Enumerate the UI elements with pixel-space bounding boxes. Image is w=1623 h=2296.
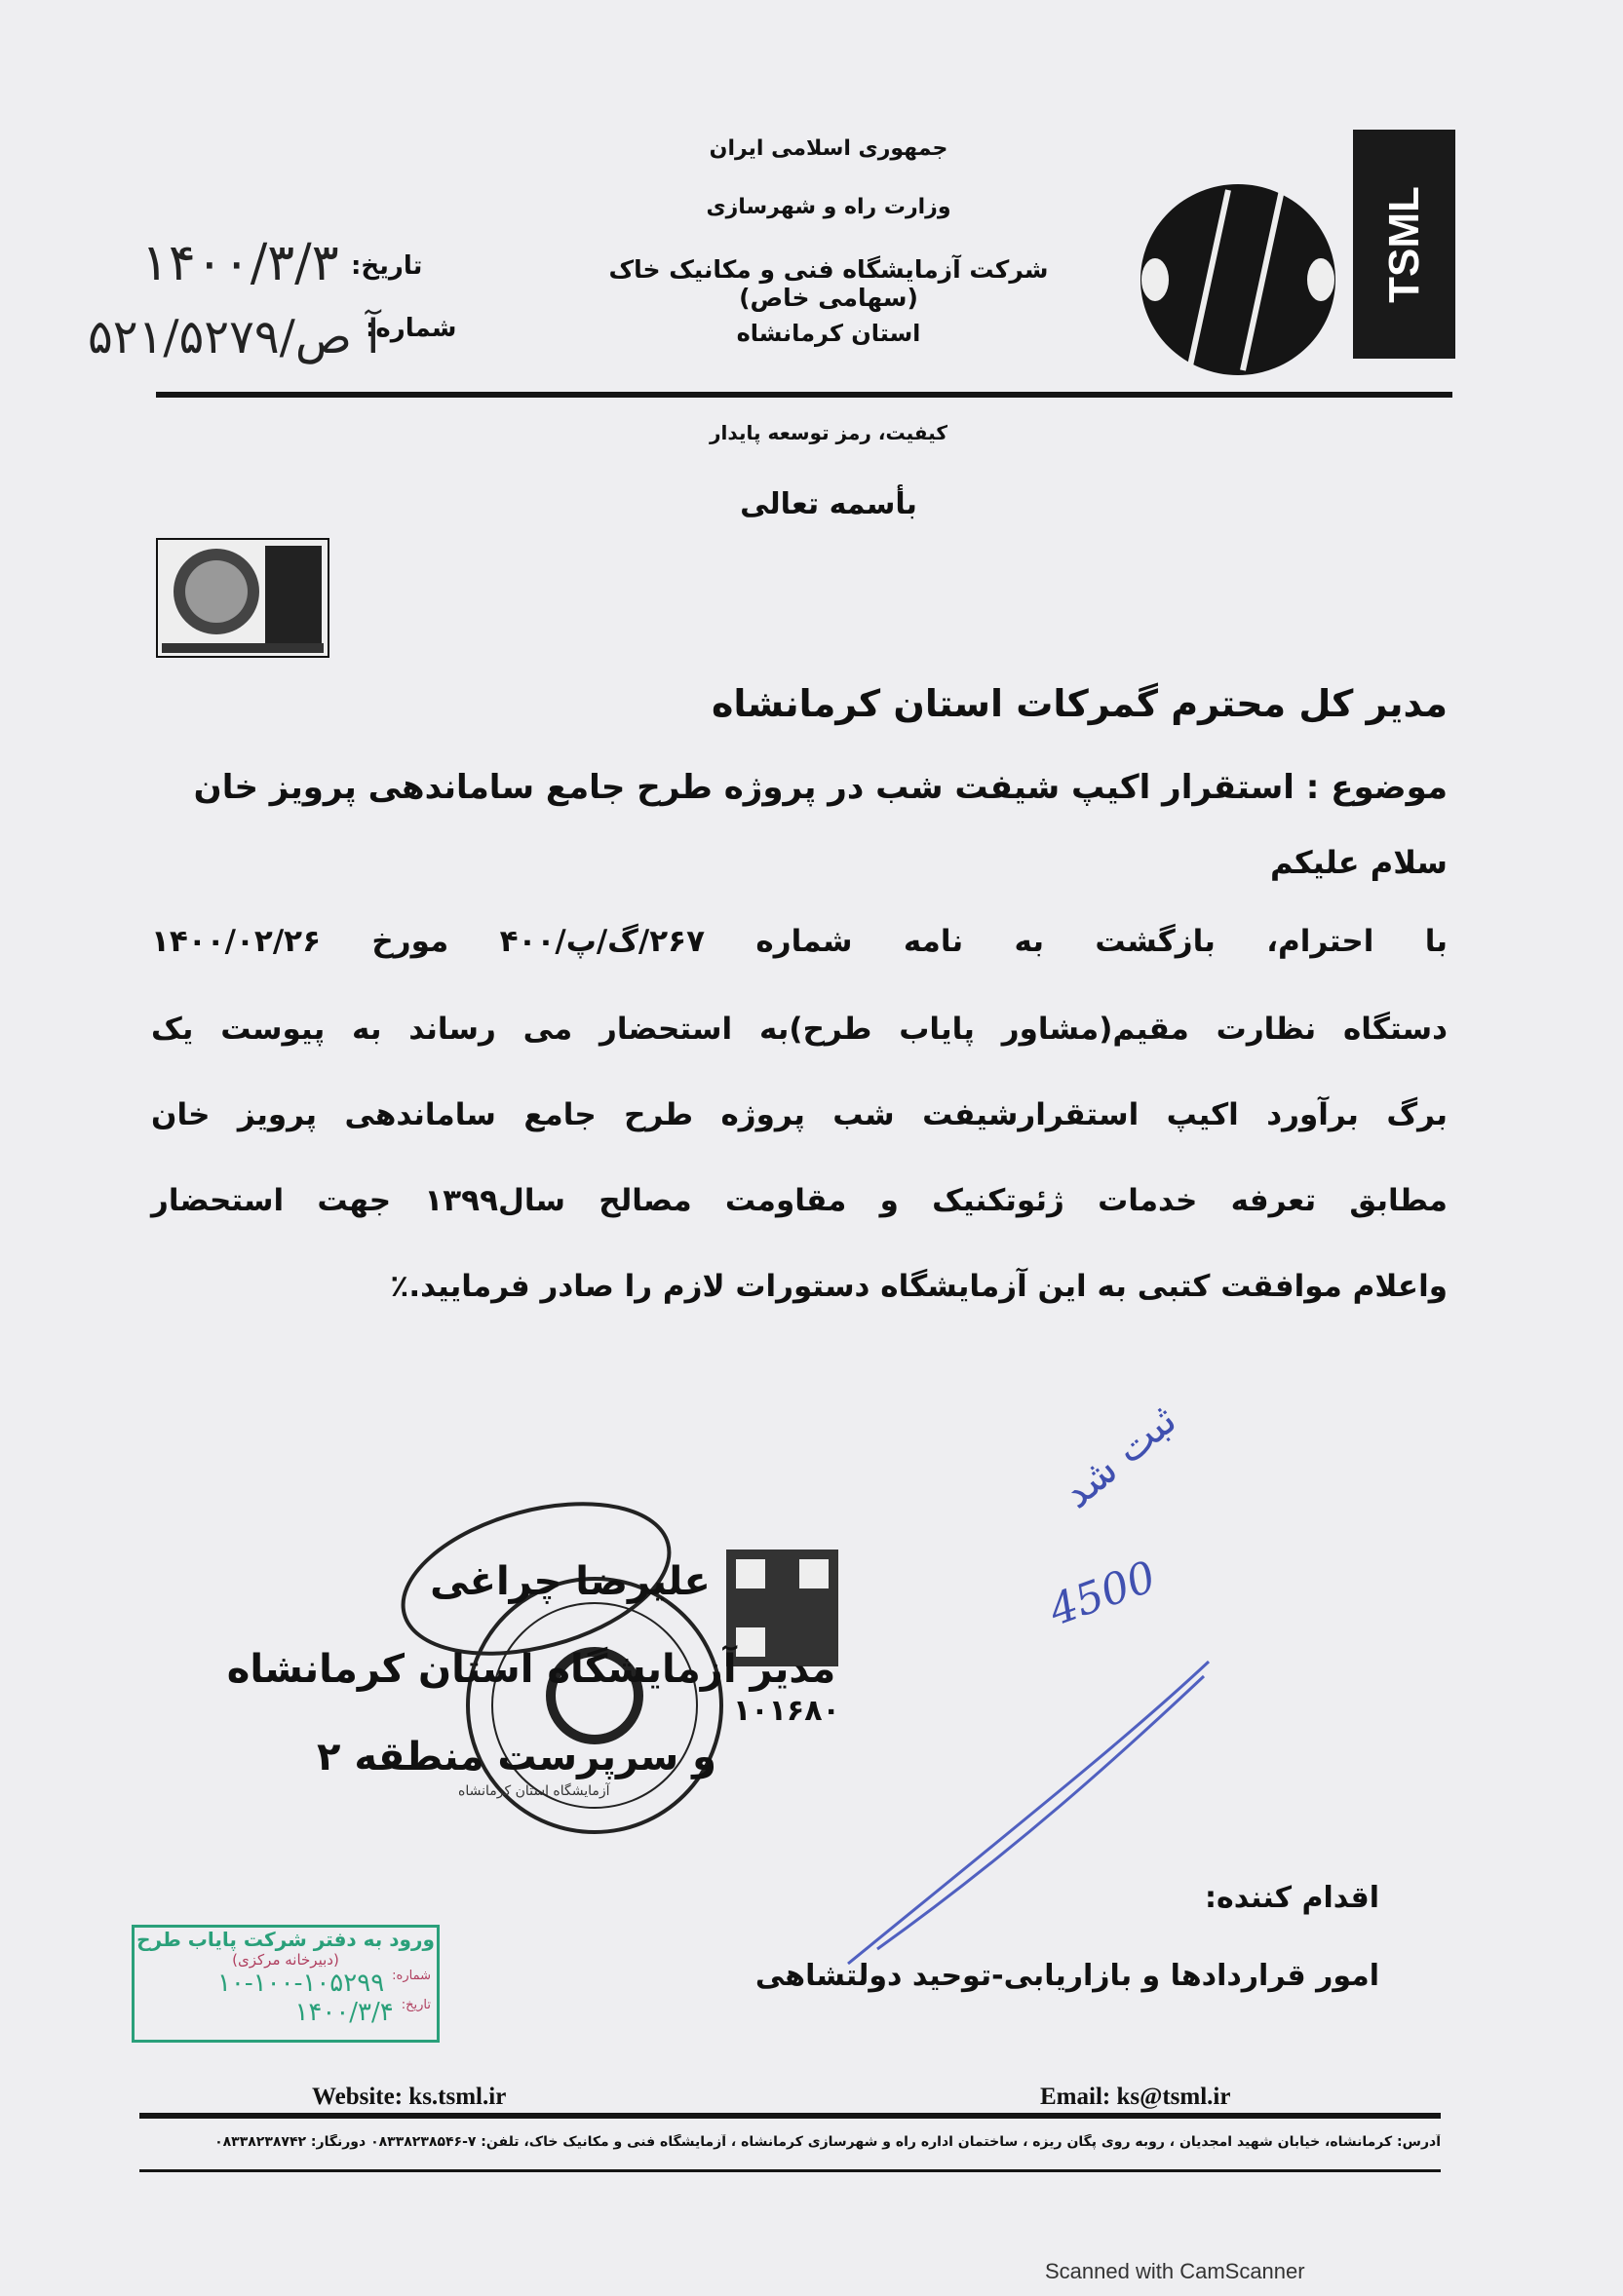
action-label: اقدام کننده: (1205, 1881, 1379, 1915)
header-company: شرکت آزمایشگاه فنی و مکانیک خاک (سهامی خاص) (608, 255, 1049, 312)
entry-stamp-subtitle: (دبیرخانه مرکزی) (232, 1951, 339, 1969)
header-divider (156, 392, 1452, 398)
slogan: کیفیت، رمز توسعه پایدار (710, 421, 947, 444)
header-ministry: وزارت راه و شهرسازی (706, 195, 951, 219)
header-province: استان کرمانشاه (736, 320, 921, 347)
signatory-title-2: و سرپرست منطقه ۲ (317, 1735, 716, 1779)
date-value: ۱۴۰۰/۳/۳ (141, 234, 339, 292)
entry-stamp (132, 1925, 440, 2043)
body-line: با احترام، بازگشت به نامه شماره ۲۶۷/گ/پ/۴۰۰ مورخ ۱۴۰۰/۰۲/۲۶ (151, 924, 1448, 959)
body-line: دستگاه نظارت مقیم(مشاور پایاب طرح)به استحضار می رساند به پیوست یک (151, 1012, 1448, 1047)
body-line: مطابق تعرفه خدمات ژئوتکنیک و مقاومت مصالح سال۱۳۹۹ جهت استحضار (151, 1183, 1448, 1218)
bismillah: بأسمه تعالی (740, 487, 917, 521)
action-value: امور قراردادها و بازاریابی-توحید دولتشاهی (754, 1959, 1379, 1993)
footer-address: آدرس: کرمانشاه، خیابان شهید امجدیان ، روبه روی پگان ریزه ، ساختمان اداره راه و شهرسازی کرمانشاه ، آزمایشگاه فنی و مکانیک خاک، تلفن: ۷-۰۸۳۳۸۲۳۸۵۴۶ دورنگار: ۰۸۳۳۸۲۳۸۷۴۲ (214, 2134, 1441, 2150)
signatory-code: ۱۰۱۶۸۰ (733, 1694, 840, 1728)
recipient: مدیر کل محترم گمرکات استان کرمانشاه (711, 682, 1448, 725)
signature-stroke-icon (838, 1657, 1218, 1969)
number-label: شماره: (366, 314, 457, 343)
header-country: جمهوری اسلامی ایران (709, 136, 948, 161)
entry-date-label: تاریخ: (401, 1998, 431, 2012)
date-label: تاریخ: (351, 251, 423, 281)
number-value: آ ص/۵۲۱/۵۲۷۹ (88, 310, 380, 364)
entry-stamp-title: ورود به دفتر شرکت پایاب طرح (136, 1928, 435, 1951)
body-line: برگ برآورد اکیپ استقرارشیفت شب پروژه طرح جامع ساماندهی پرویز خان (151, 1097, 1448, 1132)
handwritten-note: ثبت شد (1053, 1395, 1186, 1518)
camscanner-watermark: Scanned with CamScanner (1045, 2259, 1305, 2283)
entry-number-value: ۱۰-۱۰۰-۱۰۵۲۹۹ (216, 1969, 385, 1998)
body-line: واعلام موافقت کتبی به این آزمایشگاه دستورات لازم را صادر فرمایید.٪ (390, 1269, 1448, 1304)
subject: موضوع : استقرار اکیپ شیفت شب در پروژه طرح جامع ساماندهی پرویز خان (193, 768, 1448, 807)
logo-emblem-icon (1136, 180, 1340, 380)
signatory-name: علیرضا چراغی (430, 1559, 711, 1604)
entry-date-value: ۱۴۰۰/۳/۴ (294, 1998, 394, 2027)
footer-email: Email: ks@tsml.ir (1040, 2084, 1231, 2110)
entry-number-label: شماره: (392, 1969, 431, 1983)
footer-divider (139, 2113, 1441, 2119)
company-logo: TSML (1353, 130, 1455, 359)
handwritten-amount: 4500 (1042, 1551, 1163, 1636)
greeting: سلام علیکم (1269, 844, 1448, 881)
emblem-image-icon (156, 538, 329, 658)
footer-website: Website: ks.tsml.ir (312, 2084, 507, 2110)
signatory-title: مدیر آزمایشگاه استان کرمانشاه (226, 1647, 836, 1692)
seal-text: آزمایشگاه استان کرمانشاه (458, 1783, 610, 1799)
footer-bottom-rule (139, 2169, 1441, 2172)
